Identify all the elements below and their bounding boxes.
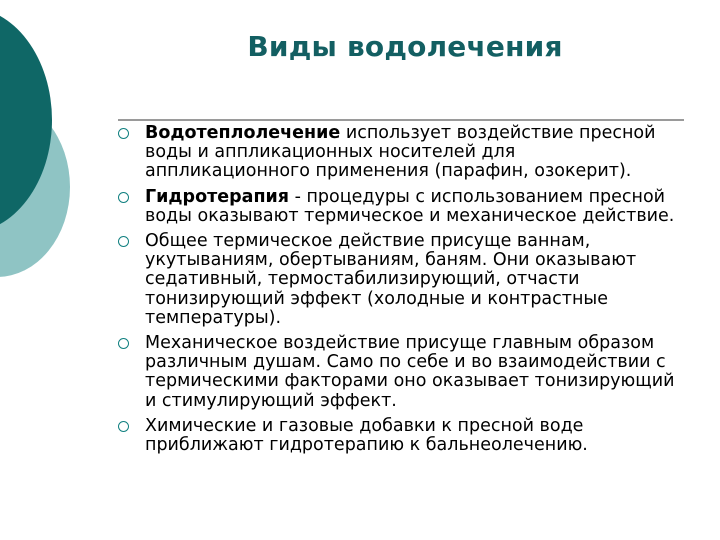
bullet-list	[118, 124, 678, 461]
hollow-circle-icon	[118, 338, 129, 349]
hollow-circle-icon	[118, 192, 129, 203]
hollow-circle-icon	[118, 128, 129, 139]
hollow-circle-icon	[118, 421, 129, 432]
hollow-circle-icon	[118, 236, 129, 247]
bullet-item-thermal-action	[118, 232, 678, 328]
title-divider	[118, 119, 684, 121]
slide-title: Виды водолечения	[247, 30, 563, 63]
bullet-item-hydrotherapy	[118, 188, 678, 226]
bullet-term: Гидротерапия	[145, 186, 290, 207]
bullet-item-chemical-additives	[118, 417, 678, 455]
bullet-item-hydrothermotherapy	[118, 124, 678, 182]
bullet-text: Механическое воздействие присуще главным образом различным душам. Само по себе и во взаимодействии с термическими факторами оно оказывает тонизирующий и стимулирующий эффект.	[145, 333, 675, 411]
bullet-text: Химические и газовые добавки к пресной воде приближают гидротерапию к бальнеолечению.	[145, 415, 588, 456]
bullet-text: использует воздействие пресной воды и аппликационных носителей для аппликационного применения (парафин, озокерит).	[145, 123, 656, 182]
bullet-term: Водотеплолечение	[145, 123, 341, 143]
bullet-item-mechanical-action	[118, 334, 678, 411]
bullet-text: - процедуры с использованием пресной воды оказывают термическое и механическое действие.	[145, 186, 675, 226]
bullet-text: Общее термическое действие присуще ваннам, укутываниям, обертываниям, баням. Они оказывают седативный, термостабилизирующий, отчасти тонизирующий эффект (холодные и контрастные температуры).	[145, 231, 637, 328]
